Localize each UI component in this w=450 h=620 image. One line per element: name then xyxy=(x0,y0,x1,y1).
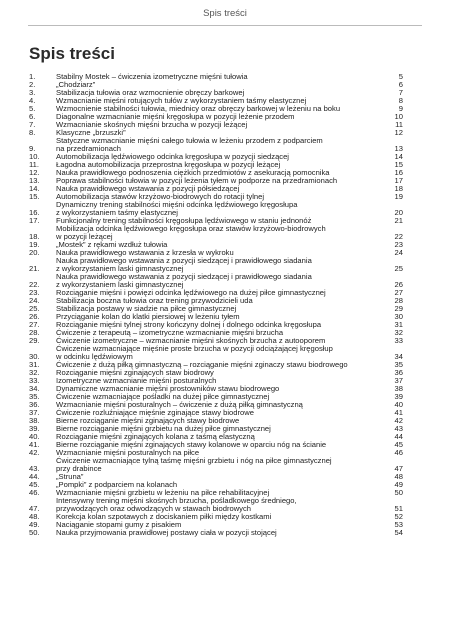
toc-entry-number: 1. xyxy=(29,72,36,81)
toc-entry-page: 25 xyxy=(394,264,403,273)
toc-entry-page: 30 xyxy=(394,312,403,321)
header-divider xyxy=(28,25,422,26)
toc-entry-page: 32 xyxy=(394,328,403,337)
toc-entry-title: Ćwiczenie izometryczne – wzmacnianie mięśni skośnych brzucha z autooporem xyxy=(56,336,326,345)
toc-entry-number: 10. xyxy=(29,152,40,161)
toc-entry-number: 39. xyxy=(29,424,40,433)
toc-entry-number: 37. xyxy=(29,408,40,417)
toc-entry-title: Rozciąganie mięśni tylnej strony kończyny dolnej i dolnego odcinka kręgosłupa xyxy=(56,320,322,329)
toc-entry-page: 18 xyxy=(394,184,403,193)
toc-entry-title: Rozciąganie mięśni zginających staw biodrowy xyxy=(56,368,214,377)
toc-entry-title: Naciąganie stopami gumy z pisakiem xyxy=(56,520,182,529)
toc-entry-number: 29. xyxy=(29,336,40,345)
toc-entry-page: 28 xyxy=(394,296,403,305)
toc-entry-title: Nauka prawidłowego podnoszenia ciężkich przedmiotów z asekuracją pomocnika xyxy=(56,168,330,177)
toc-entry-number: 9. xyxy=(29,144,36,153)
toc-entry-number: 19. xyxy=(29,240,40,249)
toc-entry-number: 21. xyxy=(29,264,40,273)
toc-entry-title: Izometryczne wzmacnianie mięśni posturalnych xyxy=(56,376,217,385)
toc-entry-page: 37 xyxy=(394,376,403,385)
toc-entry-number: 41. xyxy=(29,440,40,449)
toc-entry-number: 20. xyxy=(29,248,40,257)
toc-entry-number: 6. xyxy=(29,112,36,121)
toc-entry-title: Nauka prawidłowego wstawania z pozycji siedzącej i prawidłowego siadania z wykorzystaniem laski gimnastycznej xyxy=(56,272,312,289)
toc-entry-page: 31 xyxy=(394,320,403,329)
toc-entry-page: 19 xyxy=(394,192,403,201)
toc-entry-page: 12 xyxy=(394,128,403,137)
toc-entry-title: Automobilizacja stawów krzyżowo-biodrowych do rotacji tylnej xyxy=(56,192,265,201)
toc-entry-page: 45 xyxy=(394,440,403,449)
toc-entry-page: 23 xyxy=(394,240,403,249)
toc-entry[interactable] xyxy=(29,137,403,153)
toc-entry-page: 34 xyxy=(394,352,403,361)
toc-entry-number: 49. xyxy=(29,520,40,529)
toc-entry-number: 48. xyxy=(29,512,40,521)
toc-entry-number: 26. xyxy=(29,312,40,321)
toc-entry-title: Nauka prawidłowego wstawania z pozycji siedzącej i prawidłowego siadania z wykorzystaniem laski gimnastycznej xyxy=(56,256,312,273)
toc-entry-number: 4. xyxy=(29,96,36,105)
toc-entry-number: 32. xyxy=(29,368,40,377)
toc-entry-number: 42. xyxy=(29,448,40,457)
toc-entry-number: 43. xyxy=(29,464,40,473)
toc-entry-page: 36 xyxy=(394,368,403,377)
toc-entry-title: Funkcjonalny trening stabilności kręgosłupa lędźwiowego w staniu jednonóż xyxy=(56,216,312,225)
toc-entry-title: „Struna” xyxy=(56,472,84,481)
toc-title: Spis treści xyxy=(29,44,115,63)
toc-entry-title: Mobilizacja odcinka lędźwiowego kręgosłupa oraz stawów krzyżowo-biodrowych w pozycji leżącej xyxy=(56,224,326,241)
toc-entry-title: Bierne rozciąganie mięśni zginających stawy kolanowe w oparciu nóg na ścianie xyxy=(56,440,327,449)
toc-entry-page: 5 xyxy=(398,72,403,81)
toc-entry-page: 20 xyxy=(394,208,403,217)
toc-entry-number: 31. xyxy=(29,360,40,369)
toc-entry[interactable] xyxy=(29,201,403,217)
toc-entry-page: 35 xyxy=(394,360,403,369)
table-of-contents xyxy=(29,73,403,537)
toc-entry-number: 47. xyxy=(29,504,40,513)
toc-entry-page: 49 xyxy=(394,480,403,489)
toc-entry-number: 34. xyxy=(29,384,40,393)
toc-entry[interactable] xyxy=(29,257,403,273)
toc-entry-page: 54 xyxy=(394,528,403,537)
toc-entry-title: Ćwiczenie wzmacniające mięśnie proste brzucha w pozycji odciążającej kręgosłup w odcinku lędźwiowym xyxy=(56,344,333,361)
toc-entry-number: 36. xyxy=(29,400,40,409)
toc-entry-page: 22 xyxy=(394,232,403,241)
toc-entry-number: 15. xyxy=(29,192,40,201)
page-header xyxy=(0,0,450,30)
toc-entry-page: 11 xyxy=(395,120,403,129)
toc-entry-page: 29 xyxy=(394,304,403,313)
toc-entry-number: 44. xyxy=(29,472,40,481)
toc-entry-title: Ćwiczenie z dużą piłką gimnastyczną – rozciąganie mięśni zginaczy stawu biodrowego xyxy=(56,360,348,369)
toc-entry-page: 10 xyxy=(394,112,403,121)
toc-entry-number: 14. xyxy=(29,184,40,193)
toc-entry-title: Nauka prawidłowego wstawania z pozycji półsiedzącej xyxy=(56,184,240,193)
toc-entry-number: 13. xyxy=(29,176,40,185)
toc-entry-page: 14 xyxy=(394,152,403,161)
toc-entry[interactable] xyxy=(29,273,403,289)
toc-entry-number: 24. xyxy=(29,296,40,305)
toc-entry-number: 30. xyxy=(29,352,40,361)
toc-entry-number: 40. xyxy=(29,432,40,441)
toc-entry-number: 25. xyxy=(29,304,40,313)
toc-entry-title: Klasyczne „brzuszki” xyxy=(56,128,126,137)
toc-entry-page: 26 xyxy=(394,280,403,289)
toc-entry-title: Stabilizacja boczna tułowia oraz trening przywodzicieli uda xyxy=(56,296,253,305)
toc-entry-page: 21 xyxy=(394,216,403,225)
toc-entry-title: Stabilizacja tułowia oraz wzmocnienie obręczy barkowej xyxy=(56,88,245,97)
toc-entry-page: 53 xyxy=(394,520,403,529)
toc-entry-page: 7 xyxy=(398,88,403,97)
toc-entry-page: 41 xyxy=(394,408,403,417)
toc-entry-number: 33. xyxy=(29,376,40,385)
toc-entry-page: 15 xyxy=(394,160,403,169)
toc-entry-page: 50 xyxy=(394,488,403,497)
toc-entry-title: Bierne rozciąganie mięśni zginających stawy biodrowe xyxy=(56,416,240,425)
toc-entry-title: Stabilizacja postawy w siadzie na piłce gimnastycznej xyxy=(56,304,237,313)
toc-entry-title: Stabilny Mostek – ćwiczenia izometryczne mięśni tułowia xyxy=(56,72,248,81)
toc-entry-title: Łagodna automobilizacja przeprostna kręgosłupa w pozycji leżącej xyxy=(56,160,281,169)
toc-entry-page: 40 xyxy=(394,400,403,409)
toc-entry-title: Ćwiczenie z terapeutą – izometryczne wzmacnianie mięśni brzucha xyxy=(56,328,284,337)
toc-entry-page: 39 xyxy=(394,392,403,401)
toc-entry-title: Rozciąganie mięśni i powięzi odcinka lędźwiowego na dużej piłce gimnastycznej xyxy=(56,288,326,297)
toc-entry-title: Automobilizacja lędźwiowego odcinka kręgosłupa w pozycji siedzącej xyxy=(56,152,289,161)
toc-entry-page: 16 xyxy=(394,168,403,177)
toc-entry-number: 2. xyxy=(29,80,36,89)
toc-entry-page: 44 xyxy=(394,432,403,441)
toc-entry[interactable] xyxy=(29,345,403,361)
toc-entry-number: 50. xyxy=(29,528,40,537)
toc-entry-number: 3. xyxy=(29,88,36,97)
toc-entry-title: „Mostek” z rękami wzdłuż tułowia xyxy=(56,240,168,249)
toc-entry-page: 47 xyxy=(394,464,403,473)
toc-entry-title: „Pompki” z podparciem na kolanach xyxy=(56,480,178,489)
toc-entry-page: 42 xyxy=(394,416,403,425)
toc-entry[interactable] xyxy=(29,529,403,537)
toc-entry-title: Nauka prawidłowego wstawania z krzesła w wykroku xyxy=(56,248,234,257)
toc-entry-page: 43 xyxy=(394,424,403,433)
toc-entry-number: 8. xyxy=(29,128,36,137)
toc-entry-title: Dynamiczne wzmacnianie mięśni prostowników stawu biodrowego xyxy=(56,384,280,393)
toc-entry-page: 17 xyxy=(394,176,403,185)
toc-entry-page: 9 xyxy=(398,104,403,113)
toc-entry-number: 16. xyxy=(29,208,40,217)
toc-entry-title: Rozciąganie mięśni zginających kolana z taśmą elastyczną xyxy=(56,432,255,441)
toc-entry-number: 28. xyxy=(29,328,40,337)
toc-entry-number: 22. xyxy=(29,280,40,289)
toc-entry-title: Wzmacnianie mięśni posturalnych na piłce xyxy=(56,448,200,457)
toc-entry-number: 7. xyxy=(29,120,36,129)
toc-entry-title: Intensywny trening mięśni skośnych brzucha, pośladkowego średniego, przywodzących oraz odwodzących w stawach biodrowych xyxy=(56,496,297,513)
toc-entry-page: 46 xyxy=(394,448,403,457)
toc-entry-page: 27 xyxy=(394,288,403,297)
toc-entry-number: 5. xyxy=(29,104,36,113)
toc-entry-title: Nauka przyjmowania prawidłowej postawy ciała w pozycji stojącej xyxy=(56,528,277,537)
toc-entry-title: „Chodziarz” xyxy=(56,80,96,89)
toc-entry-page: 33 xyxy=(394,336,403,345)
toc-entry-number: 12. xyxy=(29,168,40,177)
toc-entry-page: 6 xyxy=(398,80,403,89)
toc-entry-number: 18. xyxy=(29,232,40,241)
toc-entry-title: Wzmacnianie mięśni grzbietu w leżeniu na piłce rehabilitacyjnej xyxy=(56,488,270,497)
toc-entry-number: 27. xyxy=(29,320,40,329)
toc-entry-number: 11. xyxy=(29,160,39,169)
toc-entry-title: Ćwiczenie wzmacniające pośladki na dużej piłce gimnastycznej xyxy=(56,392,270,401)
running-header-title: Spis treści xyxy=(203,8,247,19)
toc-entry-title: Przyciąganie kolan do klatki piersiowej w leżeniu tyłem xyxy=(56,312,240,321)
toc-entry[interactable] xyxy=(29,225,403,241)
toc-entry-title: Korekcja kolan szpotawych z dociskaniem piłki między kostkami xyxy=(56,512,272,521)
toc-entry-title: Ćwiczenie wzmacniające tylną taśmę mięśni grzbietu i nóg na piłce gimnastycznej przy drabince xyxy=(56,456,332,473)
toc-entry-title: Statyczne wzmacnianie mięśni całego tułowia w leżeniu przodem z podparciem na przedramionach xyxy=(56,136,323,153)
toc-entry-title: Dynamiczny trening stabilności mięśni odcinka lędźwiowego kręgosłupa z wykorzystaniem taśmy elastycznej xyxy=(56,200,298,217)
toc-entry[interactable] xyxy=(29,457,403,473)
toc-entry-number: 38. xyxy=(29,416,40,425)
toc-entry-page: 8 xyxy=(398,96,403,105)
toc-entry-title: Wzmacnianie skośnych mięśni brzucha w pozycji leżącej xyxy=(56,120,248,129)
toc-entry-page: 52 xyxy=(394,512,403,521)
toc-entry-title: Wzmacnianie mięśni posturalnych – ćwiczenie z dużą piłką gimnastyczną xyxy=(56,400,303,409)
toc-entry-title: Wzmacnianie mięśni rotujących tułów z wykorzystaniem taśmy elastycznej xyxy=(56,96,307,105)
toc-entry-title: Ćwiczenie rozluźniające mięśnie zginające stawy biodrowe xyxy=(56,408,254,417)
toc-entry-page: 24 xyxy=(394,248,403,257)
toc-entry-title: Diagonalne wzmacnianie mięśni kręgosłupa w pozycji leżenie przodem xyxy=(56,112,295,121)
toc-entry-page: 48 xyxy=(394,472,403,481)
toc-entry-number: 45. xyxy=(29,480,40,489)
toc-entry-number: 35. xyxy=(29,392,40,401)
toc-entry-title: Bierne rozciąganie mięśni grzbietu na dużej piłce gimnastycznej xyxy=(56,424,271,433)
toc-entry-number: 17. xyxy=(29,216,40,225)
toc-entry-number: 46. xyxy=(29,488,40,497)
toc-entry-page: 13 xyxy=(394,144,403,153)
toc-entry-title: Wzmocnienie stabilności tułowia, miednicy oraz obręczy barkowej w leżeniu na boku xyxy=(56,104,341,113)
toc-entry-page: 38 xyxy=(394,384,403,393)
toc-entry[interactable] xyxy=(29,497,403,513)
toc-entry-page: 51 xyxy=(394,504,403,513)
toc-entry-title: Poprawa stabilności tułowia w pozycji leżenia tyłem w podporze na przedramionach xyxy=(56,176,338,185)
toc-entry-number: 23. xyxy=(29,288,40,297)
